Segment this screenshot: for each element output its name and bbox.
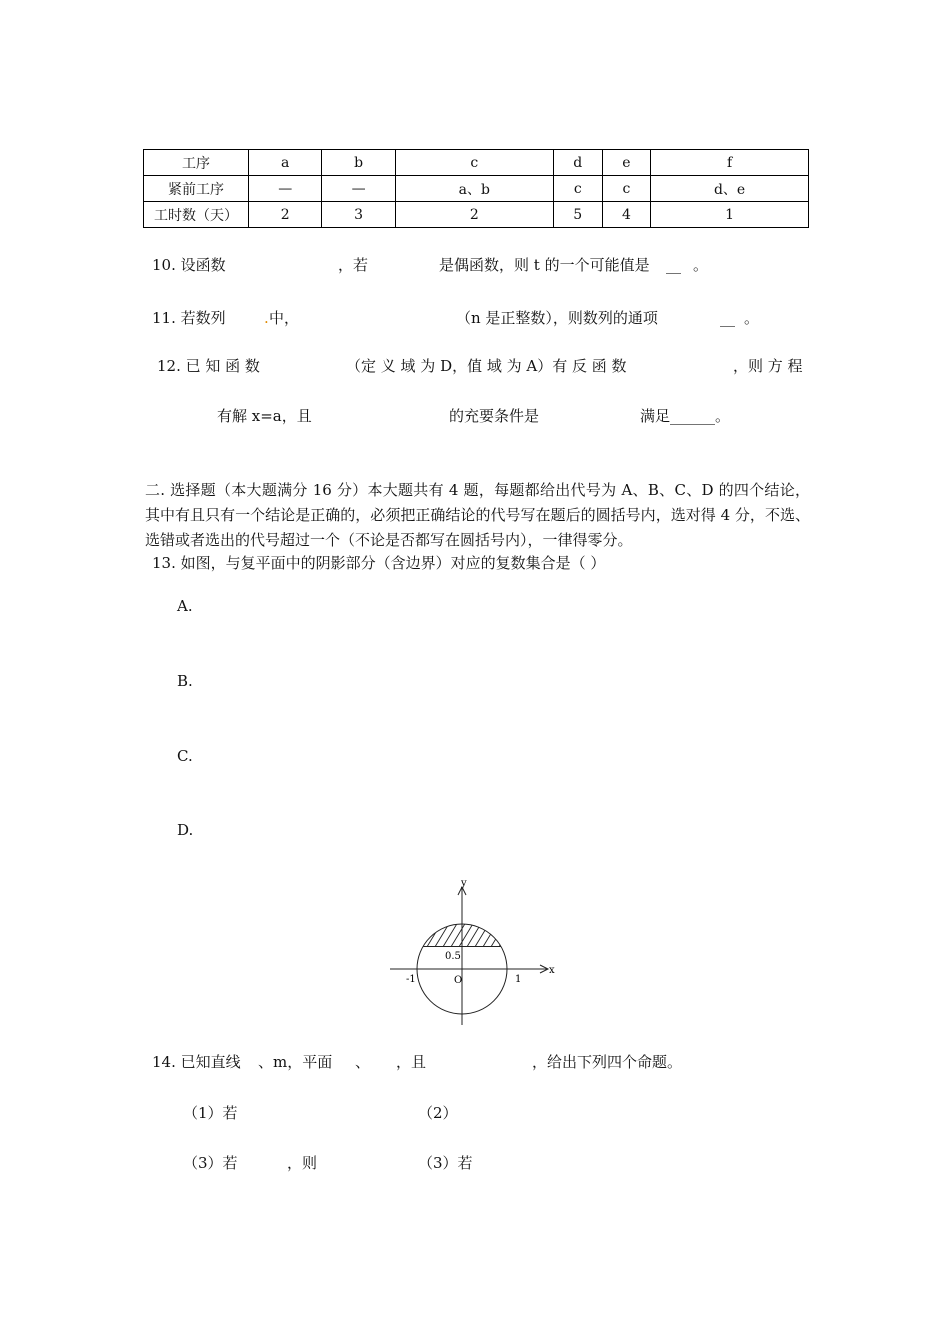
table-row xyxy=(144,202,809,228)
q10-part2: ，若 xyxy=(338,256,369,274)
q14-prop2: （2） xyxy=(418,1104,458,1122)
hatch-line xyxy=(450,922,466,949)
table-row xyxy=(144,150,809,176)
q14-part4: ，且 xyxy=(396,1053,427,1071)
section2-instructions: 二. 选择题（本大题满分 16 分）本大题共有 4 题，每题都给出代号为 A、B、C、D 的四个结论，其中有且只有一个结论是正确的，必须把正确结论的代号写在题后的圆括号内，选对得 4 分，不选、选错或者选出的代号超过一个（不论是否都写在圆括号内），一律得零分。 xyxy=(145,481,810,549)
q11-dot: . xyxy=(264,309,269,327)
q13-option-d: D. xyxy=(177,821,194,839)
neg-one-label: -1 xyxy=(406,974,416,985)
hatch-line xyxy=(522,922,538,949)
table-cell: d、e xyxy=(651,176,809,202)
hatch-line xyxy=(402,922,418,949)
process-table xyxy=(143,149,809,228)
q14-prop3: （3）若 xyxy=(183,1154,238,1172)
table-cell: a、b xyxy=(395,176,553,202)
half-label: 0.5 xyxy=(445,951,461,962)
q14-part1: 14. 已知直线 xyxy=(152,1053,241,1071)
table-cell: f xyxy=(651,150,809,176)
q13-option-a: A. xyxy=(177,597,193,615)
q12-line2c: 满足______。 xyxy=(640,407,731,425)
q14-part5: ，给出下列四个命题。 xyxy=(532,1053,683,1071)
hatch-line xyxy=(482,922,498,949)
table-cell: — xyxy=(249,176,322,202)
q14-prop1: （1）若 xyxy=(183,1104,238,1122)
q13-stem: 13. 如图，与复平面中的阴影部分（含边界）对应的复数集合是（ ） xyxy=(152,554,606,572)
q11-end: 。 xyxy=(744,309,760,327)
table-row-header: 工序 xyxy=(144,150,249,176)
one-label: 1 xyxy=(515,974,522,985)
table-cell: c xyxy=(602,176,651,202)
table-cell: 1 xyxy=(651,202,809,228)
x-axis-label: x xyxy=(549,965,555,976)
hatch-line xyxy=(458,922,474,949)
hatch-line xyxy=(426,922,442,949)
table-cell: 3 xyxy=(322,202,395,228)
table-row xyxy=(144,176,809,202)
hatch-line xyxy=(410,922,426,949)
hatch-line xyxy=(530,922,546,949)
table-cell: b xyxy=(322,150,395,176)
table-cell: 2 xyxy=(395,202,553,228)
origin-label: O xyxy=(454,975,463,986)
q10-part3: 是偶函数，则 t 的一个可能值是 xyxy=(439,256,650,274)
q14-prop3-then: ，则 xyxy=(287,1154,318,1172)
q10-end: 。 xyxy=(693,256,709,274)
table-row-header: 紧前工序 xyxy=(144,176,249,202)
table-cell: 2 xyxy=(249,202,322,228)
q12-part3: ，则 方 程 xyxy=(733,357,803,375)
q14-part2: 、m，平面 xyxy=(258,1053,333,1071)
hatch-line xyxy=(514,922,530,949)
q12-line2b: 的充要条件是 xyxy=(449,407,540,425)
q12-line2a: 有解 x=a，且 xyxy=(217,407,312,425)
q13-option-b: B. xyxy=(177,672,193,690)
hatch-line xyxy=(498,922,514,949)
q11-part2: 中， xyxy=(269,309,300,327)
q10-blank: __ xyxy=(666,256,681,274)
table-cell: d xyxy=(553,150,602,176)
q12-part2: （定 义 域 为 D，值 域 为 A）有 反 函 数 xyxy=(346,357,627,375)
q11-part3: （n 是正整数），则数列的通项 xyxy=(456,309,658,327)
table-cell: 4 xyxy=(602,202,651,228)
q14-prop4: （3）若 xyxy=(418,1154,473,1172)
y-axis-label: y xyxy=(461,878,467,889)
q14-part3: 、 xyxy=(355,1053,371,1071)
table-cell: 5 xyxy=(553,202,602,228)
complex-plane-figure xyxy=(385,875,560,1030)
table-row-header: 工时数（天） xyxy=(144,202,249,228)
q10-part1: 10. 设函数 xyxy=(152,256,226,274)
table-cell: e xyxy=(602,150,651,176)
hatch-line xyxy=(506,922,522,949)
table-cell: — xyxy=(322,176,395,202)
table-cell: c xyxy=(395,150,553,176)
table-cell: c xyxy=(553,176,602,202)
table-cell: a xyxy=(249,150,322,176)
q11-blank: __ xyxy=(720,309,735,327)
hatch-line xyxy=(538,922,554,949)
q13-option-c: C. xyxy=(177,747,193,765)
q12-part1: 12. 已 知 函 数 xyxy=(157,357,260,375)
q11-part1: 11. 若数列 xyxy=(152,309,226,327)
